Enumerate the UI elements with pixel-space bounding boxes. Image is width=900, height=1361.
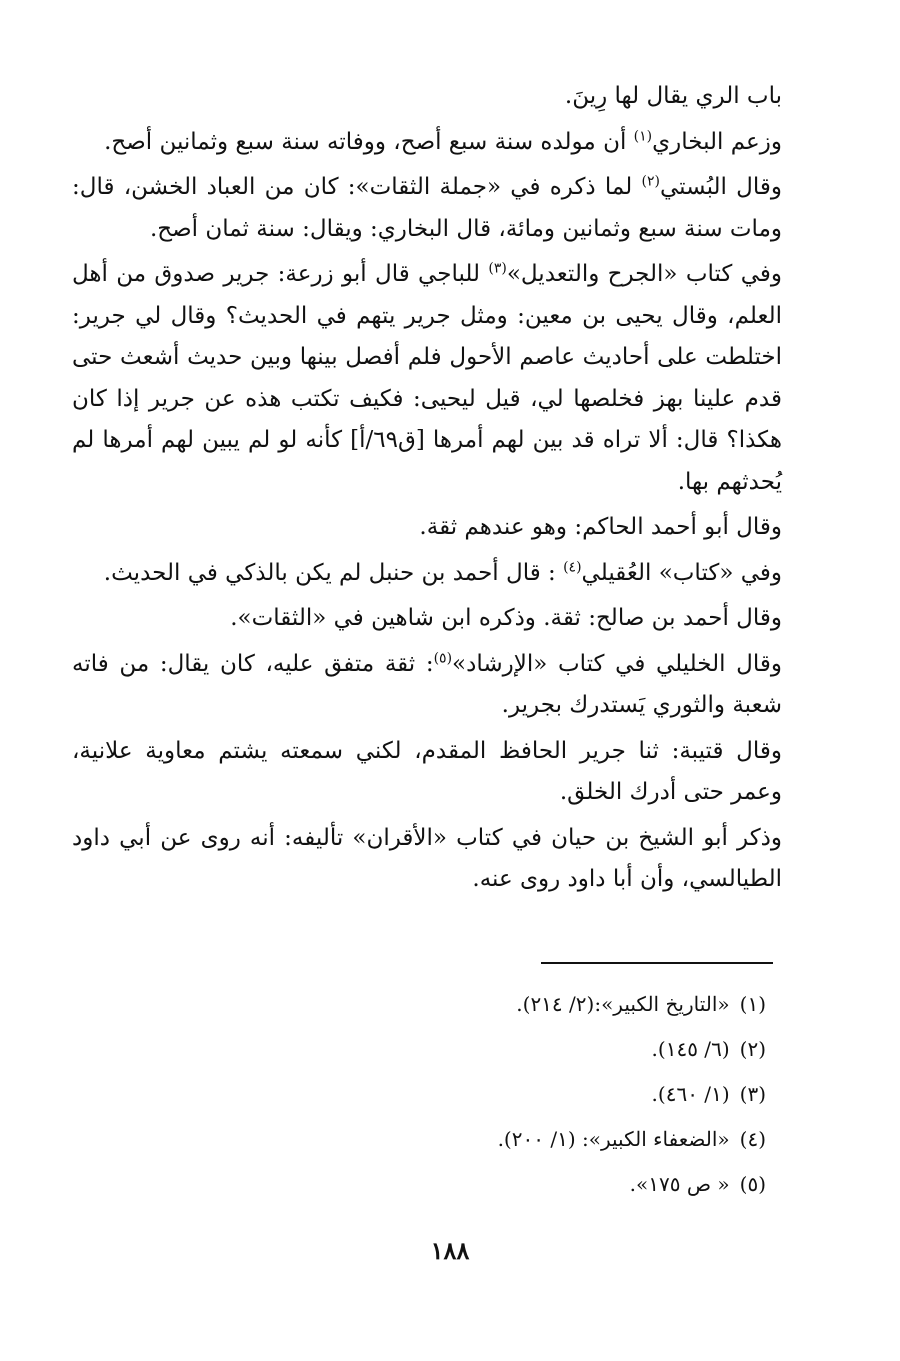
footnote-number: (٢) [739,1037,766,1061]
footnote-number: (٥) [739,1172,766,1196]
footnote-text: (٦/ ١٤٥). [651,1037,730,1061]
paragraph-text: وزعم البخاري [652,128,782,155]
paragraph [72,731,782,814]
paragraph-text: وفي كتاب «الجرح والتعديل» [506,261,782,287]
footnote-ref: (٤) [563,558,582,575]
paragraph-text: وقال البُستي [659,174,782,200]
paragraph [72,644,782,727]
footnote [200,982,766,1027]
footnote-number: (٤) [739,1127,766,1151]
paragraph [72,818,782,901]
paragraph [72,76,782,118]
paragraph-text: باب الري يقال لها رِينَ. [564,83,782,109]
footnote-text: «التاريخ الكبير»:(٢/ ٢١٤). [516,992,730,1016]
paragraph-text: وفي «كتاب» العُقيلي [581,559,782,586]
paragraph-text: : قال أحمد بن حنبل لم يكن بالذكي في الحديث. [103,559,564,586]
footnote-text: «الضعفاء الكبير»: (١/ ٢٠٠). [497,1127,730,1151]
paragraph-text: للباجي قال أبو زرعة: جرير صدوق من أهل العلم، وقال يحيى بن معين: ومثل جرير يتهم في الحديث؟ وقال لي جرير: اختلطت على أحاديث عاصم الأحول فلم أفصل بينها وبين حديث أشعث حتى قدم علينا بهز فخلصها لي، قيل ليحيى: فكيف تكتب هذه عن جرير إذا كان هكذا؟ قال: ألا تراه قد بين لهم أمرها [ق٦٩/أ] كأنه لو لم يبين لهم أمرها لم يُحدثهم بها. [72,261,782,495]
paragraph-text: لما ذكره في «جملة الثقات»: كان من العباد الخشن، قال: ومات سنة سبع وثمانين ومائة، قال البخاري: ويقال: سنة ثمان أصح. [72,174,782,242]
footnote-ref: (١) [633,127,653,144]
footnotes [200,982,766,1207]
paragraph-text: أن مولده سنة سبع أصح، ووفاته سنة سبع وثمانين أصح. [104,128,634,155]
footnote-ref: (٥) [433,649,453,666]
footnote-text: (١/ ٤٦٠). [651,1082,730,1106]
footnote [200,1117,766,1162]
footnote-ref: (٢) [641,173,660,190]
footnote [200,1072,766,1117]
footnote-text: « ص ١٧٥». [629,1172,730,1196]
paragraph [72,254,782,503]
footnote-number: (١) [739,992,766,1016]
page-number: ١٨٨ [430,1236,470,1265]
paragraph [72,122,782,164]
paragraph-text: : ثقة متفق عليه، كان يقال: من فاته شعبة والثوري يَستدرك بجرير. [72,650,782,718]
paragraph-text: وقال الخليلي في كتاب «الإرشاد» [452,650,782,677]
footnote [200,1162,766,1207]
paragraph-text: وذكر أبو الشيخ بن حيان في كتاب «الأقران» تأليفه: أنه روى عن أبي داود الطيالسي، وأن أبا داود روى عنه. [72,824,782,892]
footnote-ref: (٣) [488,260,507,277]
paragraph [72,167,782,250]
paragraph-text: وقال أحمد بن صالح: ثقة. وذكره ابن شاهين في «الثقات». [230,605,782,631]
paragraph-text: وقال قتيبة: ثنا جرير الحافظ المقدم، لكني سمعته يشتم معاوية علانية، وعمر حتى أدرك الخلق. [72,737,782,805]
paragraph [72,553,782,595]
footnote [200,1027,766,1072]
paragraph [72,598,782,640]
footnote-separator [541,962,773,964]
main-text [72,76,782,905]
footnote-number: (٣) [739,1082,766,1106]
paragraph-text: وقال أبو أحمد الحاكم: وهو عندهم ثقة. [419,514,782,540]
paragraph [72,507,782,549]
